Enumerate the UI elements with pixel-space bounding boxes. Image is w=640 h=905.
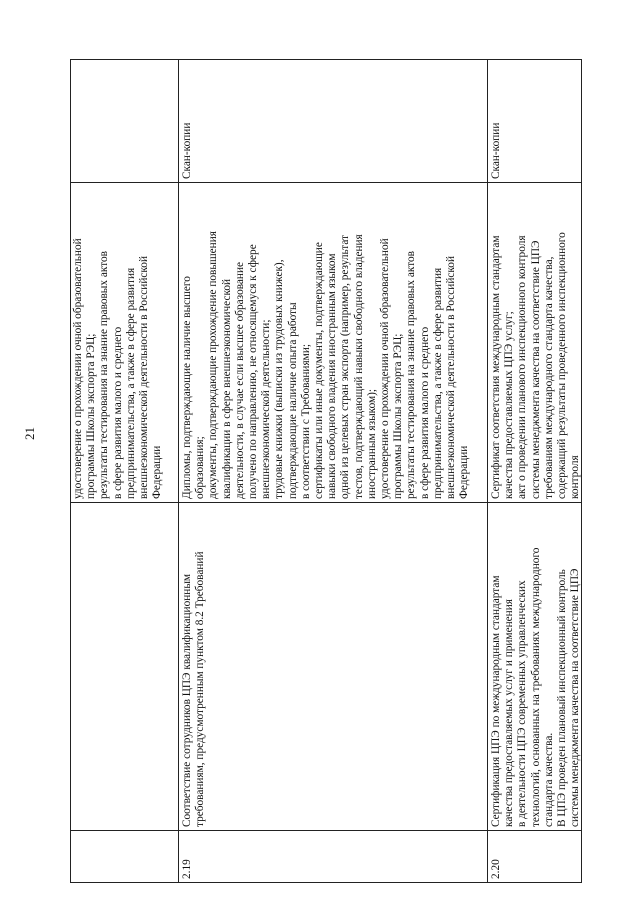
documents-line: деятельности, в случае если высшее образование [233,261,246,499]
documents-line: образования; [194,436,207,499]
documents-line: тестов, подтверждающий навыки свободного владения [352,234,365,499]
documents-line: подтверждающие наличие опыта работы [286,302,299,499]
documents-line: акт о проведении планового инспекционного контроля [516,235,529,499]
documents-line: требованиям международного стандарта качества, [542,256,555,499]
documents-line: содержащий результаты проведенного инспекционного [556,232,569,499]
documents-line: результаты тестирования на знание правовых актов [405,251,418,499]
row-number: 2.19 [181,859,193,879]
requirement-cell [488,503,581,831]
documents-line: иностранным языком); [365,388,378,499]
requirement-line: системы менеджмента качества на соответствие ЦПЭ [569,568,581,827]
documents-line: в сфере развития малого и среднего [111,326,124,499]
documents-line: Дипломы, подтверждающие наличие высшего [181,276,193,499]
documents-line: предпринимательства, а также в сфере развития [124,267,137,499]
form-cell: Скан-копии [490,122,502,179]
documents-line: одной из целевых стран экспорта (например, результат [339,234,352,499]
documents-cell [179,183,487,503]
documents-line: трудовые книжки (выписки из трудовых книжек), [273,259,286,499]
documents-line: удостоверение о прохождении очной образовательной [72,238,84,499]
requirement-line: стандарта качества. [542,732,555,827]
row-number [70,831,178,883]
documents-line: в сфере развития малого и среднего [418,326,431,499]
documents-line: документы, подтверждающие прохождение повышения [207,231,220,499]
table-row [70,59,178,883]
requirements-table [70,59,582,883]
documents-line: системы менеджмента качества на соответствие ЦПЭ [529,240,542,499]
requirement-cell [179,503,487,831]
row-number: 2.20 [490,859,502,879]
documents-line: программы Школы экспорта РЭЦ; [85,333,98,499]
form-cell [70,59,178,183]
documents-line: внешнеэкономической деятельности; [260,319,273,499]
documents-line: квалификации в сфере внешнеэкономической [220,278,233,499]
requirement-line: Сертификация ЦПЭ по международным стандартам [490,575,502,827]
table-row [488,59,581,883]
table-row [179,59,487,883]
requirement-cell [70,503,178,831]
documents-line: навыки свободного владения иностранным языком [326,253,339,499]
documents-line: программы Школы экспорта РЭЦ; [392,333,405,499]
requirement-line: технологий, основанных на требованиях международного [529,547,542,827]
documents-cell [70,183,178,503]
documents-line: предпринимательства, а также в сфере развития [431,267,444,499]
documents-cell [488,183,581,503]
documents-line: Федерации [458,445,471,499]
documents-line: Федерации [151,445,164,499]
form-cell: Скан-копии [181,122,193,179]
documents-line: удостоверение о прохождении очной образовательной [379,238,392,499]
documents-line: контроля [569,455,581,499]
documents-line: в соответствии с Требованиями; [299,343,312,499]
documents-line: сертификаты или иные документы, подтверждающие [313,242,326,499]
documents-line: качества предоставляемых ЦПЭ услуг; [503,311,516,499]
requirement-line: В ЦПЭ проведен плановый инспекционный контроль [556,569,569,827]
requirement-line: Соответствие сотрудников ЦПЭ квалификационным [181,573,193,827]
documents-line: результаты тестирования на знание правовых актов [98,251,111,499]
requirement-line: качества предоставляемых услуг и применения [503,599,516,827]
documents-line: внешнеэкономической деятельности в Российской [138,256,151,499]
documents-line: получено по направлению, не относящемуся к сфере [247,244,260,499]
documents-line: Сертификат соответствия международным стандартам [490,235,502,499]
requirement-line: требованиям, предусмотренным пунктом 8.2 Требований [194,551,207,827]
documents-line: внешнеэкономической деятельности в Российской [445,256,458,499]
page-number: 21 [22,427,37,440]
requirement-line: в деятельности ЦПЭ современных управленческих [516,580,529,827]
